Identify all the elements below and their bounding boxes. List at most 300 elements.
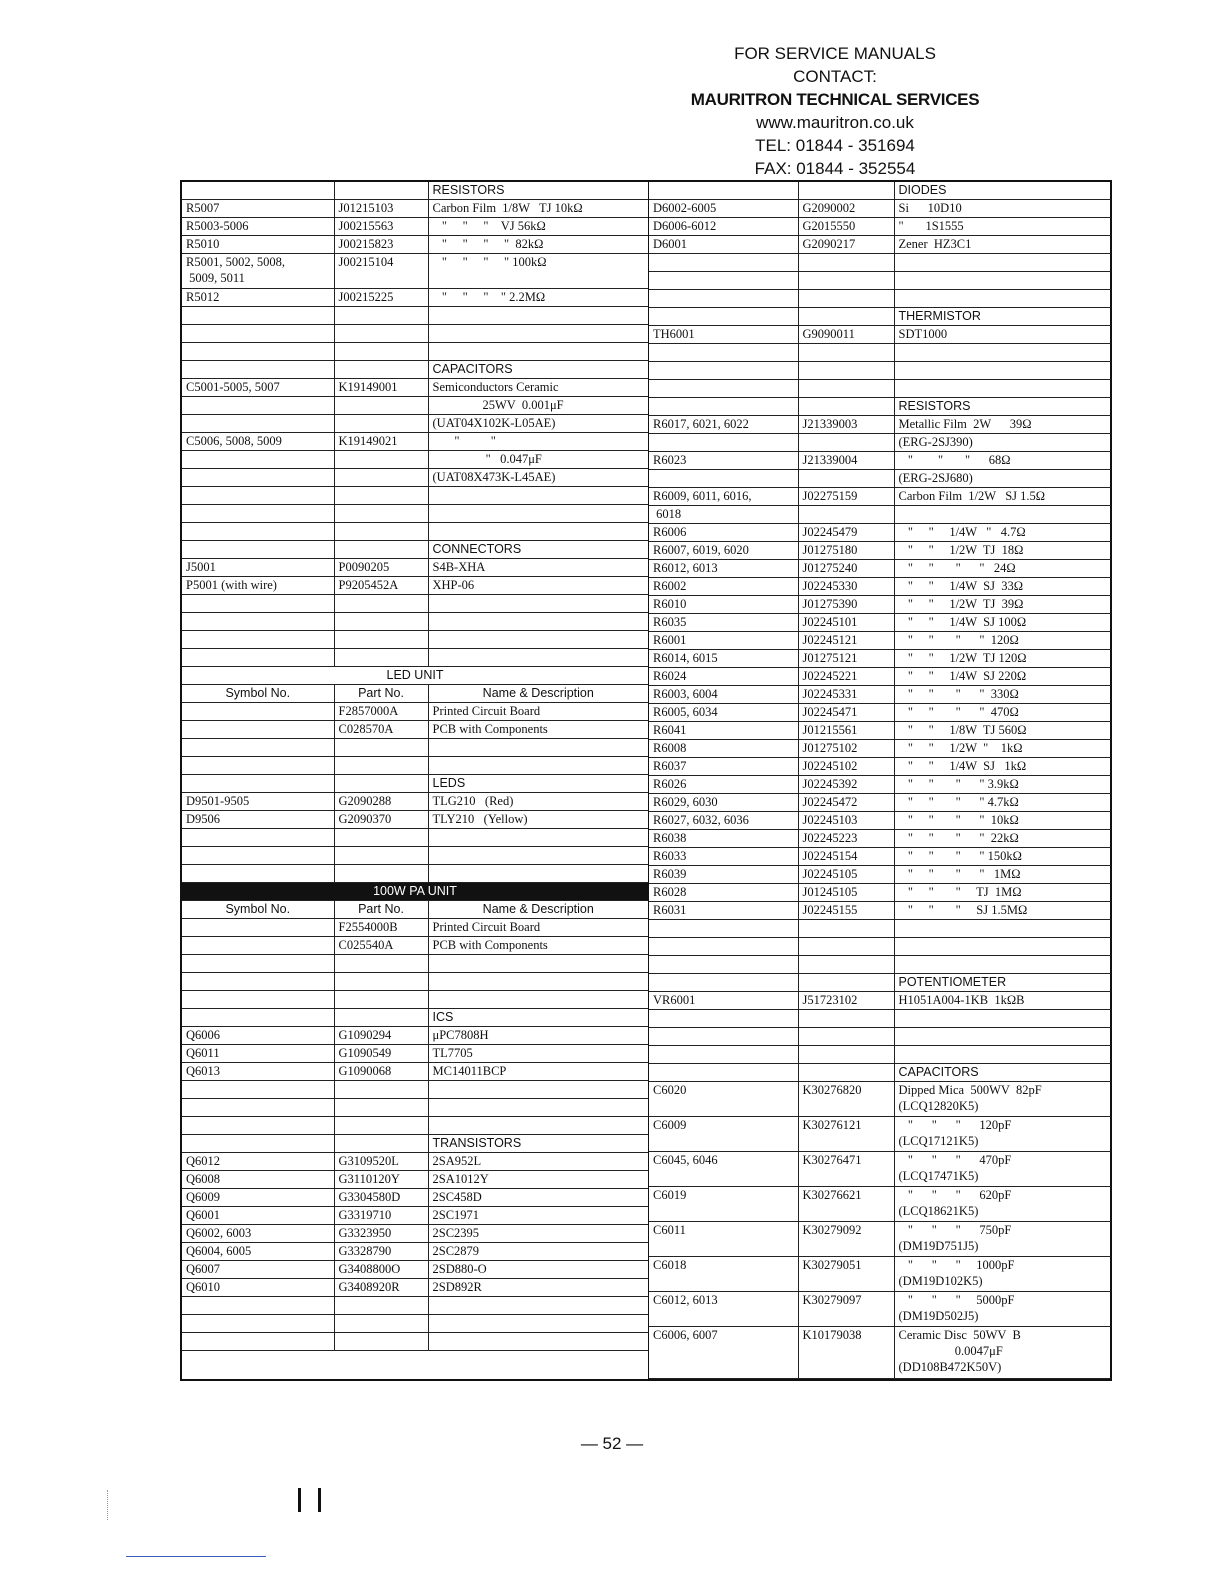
symbol-cell: D6001: [649, 236, 798, 254]
parts-row: [182, 415, 648, 433]
parts-row: [649, 848, 1111, 866]
parts-row: [182, 1189, 648, 1207]
symbol-cell: R5010: [182, 236, 334, 254]
description-cell: 2SA952L: [428, 1153, 648, 1171]
part-no-cell: [334, 739, 428, 757]
part-no-cell: J02245154: [798, 848, 894, 866]
part-no-cell: [798, 506, 894, 524]
part-no-cell: G3408800O: [334, 1261, 428, 1279]
parts-row: [182, 919, 648, 937]
part-no-cell: [334, 757, 428, 775]
symbol-cell: [649, 956, 798, 974]
symbol-cell: R6037: [649, 758, 798, 776]
parts-row: [182, 1117, 648, 1135]
part-no-cell: K30279051: [798, 1257, 894, 1292]
description-cell: Carbon Film 1/2W SJ 1.5Ω: [894, 488, 1111, 506]
right-parts-table: [649, 182, 1111, 1379]
part-no-cell: [334, 325, 428, 343]
description-cell: [894, 506, 1111, 524]
part-no-cell: F2554000B: [334, 919, 428, 937]
part-no-cell: J01245105: [798, 884, 894, 902]
part-no-cell: [798, 956, 894, 974]
parts-row: [649, 380, 1111, 398]
description-cell: " 0.047μF: [428, 451, 648, 469]
symbol-cell: [182, 1081, 334, 1099]
description-cell: [894, 1010, 1111, 1028]
symbol-cell: [649, 1064, 798, 1082]
description-cell: [894, 344, 1111, 362]
description-cell: [428, 865, 648, 883]
parts-row: [182, 343, 648, 361]
description-cell: " " 1/2W TJ 39Ω: [894, 596, 1111, 614]
part-no-cell: [798, 470, 894, 488]
symbol-cell: R6038: [649, 830, 798, 848]
part-no-cell: [334, 523, 428, 541]
symbol-cell: [182, 721, 334, 739]
description-cell: [428, 1297, 648, 1315]
description-cell: " " " " 24Ω: [894, 560, 1111, 578]
description-cell: " " " " 120Ω: [894, 632, 1111, 650]
part-no-cell: G2090288: [334, 793, 428, 811]
parts-row: [649, 1327, 1111, 1379]
parts-row: [182, 1099, 648, 1117]
part-no-cell: [334, 1135, 428, 1153]
part-no-cell: J02245392: [798, 776, 894, 794]
parts-row: [649, 704, 1111, 722]
parts-row: [182, 757, 648, 775]
symbol-cell: [182, 1333, 334, 1351]
parts-row: [182, 577, 648, 595]
symbol-cell: Q6002, 6003: [182, 1225, 334, 1243]
part-no-cell: [798, 254, 894, 272]
company-name: MAURITRON TECHNICAL SERVICES: [690, 90, 980, 109]
symbol-cell: [182, 739, 334, 757]
description-cell: [894, 380, 1111, 398]
parts-row: [649, 722, 1111, 740]
symbol-cell: Q6008: [182, 1171, 334, 1189]
parts-row: [649, 362, 1111, 380]
parts-row: [182, 1297, 648, 1315]
description-cell: [894, 290, 1111, 308]
description-cell: [428, 1117, 648, 1135]
parts-row: [182, 541, 648, 559]
symbol-cell: VR6001: [649, 992, 798, 1010]
symbol-cell: R6031: [649, 902, 798, 920]
description-cell: Printed Circuit Board: [428, 919, 648, 937]
part-no-cell: [334, 595, 428, 613]
description-cell: [428, 1333, 648, 1351]
parts-row: [649, 650, 1111, 668]
description-cell: [894, 1046, 1111, 1064]
description-cell: [428, 739, 648, 757]
description-cell: 2SC458D: [428, 1189, 648, 1207]
parts-row: [649, 1152, 1111, 1187]
description-cell: Semiconductors Ceramic: [428, 379, 648, 397]
section-heading: THERMISTOR: [894, 308, 1111, 326]
parts-row: [182, 991, 648, 1009]
part-no-cell: [798, 974, 894, 992]
description-cell: 25WV 0.001μF: [428, 397, 648, 415]
symbol-cell: C5001-5005, 5007: [182, 379, 334, 397]
part-no-cell: [798, 344, 894, 362]
part-no-cell: [798, 1046, 894, 1064]
parts-row: [182, 973, 648, 991]
parts-row: [182, 397, 648, 415]
parts-row: [649, 254, 1111, 272]
symbol-cell: C6011: [649, 1222, 798, 1257]
part-no-cell: G3323950: [334, 1225, 428, 1243]
symbol-cell: [182, 523, 334, 541]
symbol-cell: [182, 487, 334, 505]
symbol-cell: [182, 703, 334, 721]
description-cell: [428, 847, 648, 865]
symbol-cell: C6009: [649, 1117, 798, 1152]
parts-row: [649, 632, 1111, 650]
part-no-cell: J02245471: [798, 704, 894, 722]
part-no-cell: [334, 415, 428, 433]
symbol-cell: [649, 470, 798, 488]
parts-row: [182, 703, 648, 721]
column-header: Symbol No.: [182, 685, 334, 703]
description-cell: " " 1/4W SJ 33Ω: [894, 578, 1111, 596]
unit-header-black: 100W PA UNIT: [182, 883, 648, 901]
part-no-cell: K19149001: [334, 379, 428, 397]
description-cell: " " " " 3.9kΩ: [894, 776, 1111, 794]
part-no-cell: J02245155: [798, 902, 894, 920]
symbol-cell: R6006: [649, 524, 798, 542]
parts-row: [649, 902, 1111, 920]
part-no-cell: G2090370: [334, 811, 428, 829]
description-cell: μPC7808H: [428, 1027, 648, 1045]
symbol-cell: C6006, 6007: [649, 1327, 798, 1379]
parts-row: [649, 416, 1111, 434]
parts-row: [182, 793, 648, 811]
description-cell: [428, 325, 648, 343]
parts-row: [182, 1171, 648, 1189]
part-no-cell: [798, 290, 894, 308]
part-no-cell: [334, 182, 428, 200]
symbol-cell: R5001, 5002, 5008, 5009, 5011: [182, 254, 334, 289]
symbol-cell: [182, 955, 334, 973]
part-no-cell: G9090011: [798, 326, 894, 344]
part-no-cell: [798, 380, 894, 398]
symbol-cell: [182, 649, 334, 667]
telephone: TEL: 01844 - 351694: [755, 136, 915, 155]
description-cell: Ceramic Disc 50WV B 0.0047μF (DD108B472K50V): [894, 1327, 1111, 1379]
description-cell: [428, 487, 648, 505]
part-no-cell: G1090549: [334, 1045, 428, 1063]
parts-row: [182, 1135, 648, 1153]
parts-row: [649, 434, 1111, 452]
parts-row: [182, 811, 648, 829]
part-no-cell: J02245103: [798, 812, 894, 830]
parts-row: [649, 686, 1111, 704]
parts-row: [649, 326, 1111, 344]
symbol-cell: [182, 397, 334, 415]
parts-row: [182, 883, 648, 901]
part-no-cell: [334, 397, 428, 415]
parts-row: [649, 398, 1111, 416]
description-cell: H1051A004-1KB 1kΩB: [894, 992, 1111, 1010]
symbol-cell: J5001: [182, 559, 334, 577]
description-cell: [894, 920, 1111, 938]
parts-list-grid: [180, 180, 1112, 1381]
symbol-cell: [649, 308, 798, 326]
parts-row: [182, 254, 648, 289]
description-cell: [428, 649, 648, 667]
symbol-cell: 6018: [649, 506, 798, 524]
parts-row: [182, 631, 648, 649]
symbol-cell: R6039: [649, 866, 798, 884]
part-no-cell: [334, 973, 428, 991]
symbol-cell: R6008: [649, 740, 798, 758]
parts-row: [649, 884, 1111, 902]
symbol-cell: Q6004, 6005: [182, 1243, 334, 1261]
column-header: Symbol No.: [182, 901, 334, 919]
parts-row: [649, 1010, 1111, 1028]
mark-bar: [318, 1488, 321, 1512]
parts-row: [182, 200, 648, 218]
page-number: — 52 —: [580, 1434, 644, 1453]
section-heading: LEDS: [428, 775, 648, 793]
part-no-cell: [798, 1064, 894, 1082]
symbol-cell: R6017, 6021, 6022: [649, 416, 798, 434]
part-no-cell: K30276121: [798, 1117, 894, 1152]
part-no-cell: K30276820: [798, 1082, 894, 1117]
parts-row: [649, 812, 1111, 830]
parts-row: [649, 740, 1111, 758]
part-no-cell: G3109520L: [334, 1153, 428, 1171]
symbol-cell: [182, 541, 334, 559]
part-no-cell: [334, 847, 428, 865]
symbol-cell: [182, 775, 334, 793]
symbol-cell: [182, 361, 334, 379]
part-no-cell: G2090217: [798, 236, 894, 254]
parts-row: [182, 649, 648, 667]
part-no-cell: G1090068: [334, 1063, 428, 1081]
description-cell: [428, 523, 648, 541]
part-no-cell: G2090002: [798, 200, 894, 218]
symbol-cell: Q6010: [182, 1279, 334, 1297]
part-no-cell: [334, 1333, 428, 1351]
part-no-cell: [798, 182, 894, 200]
part-no-cell: J01215103: [334, 200, 428, 218]
website: www.mauritron.co.uk: [756, 113, 914, 132]
description-cell: " " " " 82kΩ: [428, 236, 648, 254]
symbol-cell: R5007: [182, 200, 334, 218]
parts-row: [649, 776, 1111, 794]
parts-row: [649, 866, 1111, 884]
part-no-cell: [798, 920, 894, 938]
parts-row: [649, 758, 1111, 776]
part-no-cell: J00215104: [334, 254, 428, 289]
symbol-cell: [182, 973, 334, 991]
part-no-cell: [334, 541, 428, 559]
parts-row: [182, 739, 648, 757]
part-no-cell: [798, 434, 894, 452]
parts-row: [182, 559, 648, 577]
symbol-cell: [649, 1028, 798, 1046]
description-cell: [894, 938, 1111, 956]
description-cell: 2SC2395: [428, 1225, 648, 1243]
parts-row: [182, 1153, 648, 1171]
symbol-cell: [182, 1297, 334, 1315]
description-cell: " " 1/2W " 1kΩ: [894, 740, 1111, 758]
description-cell: " " 1/4W SJ 220Ω: [894, 668, 1111, 686]
part-no-cell: P9205452A: [334, 577, 428, 595]
column-header: Part No.: [334, 901, 428, 919]
parts-row: [182, 901, 648, 919]
symbol-cell: R6033: [649, 848, 798, 866]
parts-row: [182, 1009, 648, 1027]
parts-row: [182, 775, 648, 793]
description-cell: " " " " 470Ω: [894, 704, 1111, 722]
parts-row: [182, 1207, 648, 1225]
description-cell: [894, 254, 1111, 272]
parts-list-right: [649, 182, 1111, 1379]
symbol-cell: [649, 362, 798, 380]
parts-row: [649, 938, 1111, 956]
description-cell: " " " " 1MΩ: [894, 866, 1111, 884]
part-no-cell: K30276471: [798, 1152, 894, 1187]
description-cell: [428, 955, 648, 973]
description-cell: MC14011BCP: [428, 1063, 648, 1081]
description-cell: (ERG-2SJ680): [894, 470, 1111, 488]
description-cell: " " 1/8W TJ 560Ω: [894, 722, 1111, 740]
part-no-cell: [798, 938, 894, 956]
parts-row: [182, 1279, 648, 1297]
description-cell: [428, 991, 648, 1009]
part-no-cell: [334, 1099, 428, 1117]
parts-row: [649, 200, 1111, 218]
parts-row: [182, 955, 648, 973]
parts-row: [182, 523, 648, 541]
description-cell: Dipped Mica 500WV 82pF (LCQ12820K5): [894, 1082, 1111, 1117]
description-cell: " " " VJ 56kΩ: [428, 218, 648, 236]
section-heading: ICS: [428, 1009, 648, 1027]
section-heading: RESISTORS: [428, 182, 648, 200]
symbol-cell: [182, 307, 334, 325]
part-no-cell: G3304580D: [334, 1189, 428, 1207]
part-no-cell: [334, 955, 428, 973]
symbol-cell: D9501-9505: [182, 793, 334, 811]
symbol-cell: R6009, 6011, 6016,: [649, 488, 798, 506]
symbol-cell: [649, 380, 798, 398]
description-cell: " " 1/2W TJ 120Ω: [894, 650, 1111, 668]
parts-row: [182, 505, 648, 523]
part-no-cell: [334, 469, 428, 487]
symbol-cell: [182, 182, 334, 200]
part-no-cell: [334, 865, 428, 883]
description-cell: Carbon Film 1/8W TJ 10kΩ: [428, 200, 648, 218]
part-no-cell: [798, 362, 894, 380]
description-cell: [894, 362, 1111, 380]
description-cell: " " " " 150kΩ: [894, 848, 1111, 866]
symbol-cell: [649, 398, 798, 416]
parts-row: [649, 236, 1111, 254]
part-no-cell: J51723102: [798, 992, 894, 1010]
part-no-cell: G3328790: [334, 1243, 428, 1261]
part-no-cell: [334, 649, 428, 667]
part-no-cell: [334, 991, 428, 1009]
description-cell: " " " " 4.7kΩ: [894, 794, 1111, 812]
symbol-cell: R6028: [649, 884, 798, 902]
part-no-cell: K30279097: [798, 1292, 894, 1327]
part-no-cell: J01275390: [798, 596, 894, 614]
part-no-cell: C025540A: [334, 937, 428, 955]
symbol-cell: [182, 847, 334, 865]
header-line2: CONTACT:: [793, 67, 877, 86]
symbol-cell: R6001: [649, 632, 798, 650]
parts-row: [182, 361, 648, 379]
part-no-cell: J02245331: [798, 686, 894, 704]
parts-row: [649, 1117, 1111, 1152]
parts-row: [182, 1225, 648, 1243]
description-cell: [428, 1099, 648, 1117]
description-cell: XHP-06: [428, 577, 648, 595]
parts-row: [649, 974, 1111, 992]
symbol-cell: R6010: [649, 596, 798, 614]
part-no-cell: [334, 505, 428, 523]
description-cell: 2SC1971: [428, 1207, 648, 1225]
part-no-cell: [334, 1117, 428, 1135]
symbol-cell: [182, 1099, 334, 1117]
symbol-cell: Q6006: [182, 1027, 334, 1045]
description-cell: " 1S1555: [894, 218, 1111, 236]
parts-row: [649, 830, 1111, 848]
parts-row: [182, 289, 648, 307]
parts-row: [182, 721, 648, 739]
symbol-cell: [182, 505, 334, 523]
symbol-cell: P5001 (with wire): [182, 577, 334, 595]
description-cell: " " " " 330Ω: [894, 686, 1111, 704]
symbol-cell: TH6001: [649, 326, 798, 344]
symbol-cell: D9506: [182, 811, 334, 829]
parts-row: [182, 1333, 648, 1351]
header-line1: FOR SERVICE MANUALS: [734, 44, 936, 63]
parts-row: [649, 344, 1111, 362]
description-cell: " " " " 2.2MΩ: [428, 289, 648, 307]
parts-row: [649, 578, 1111, 596]
symbol-cell: [182, 1315, 334, 1333]
parts-row: [182, 1081, 648, 1099]
symbol-cell: R6026: [649, 776, 798, 794]
blue-rule: [126, 1556, 266, 1557]
parts-row: [182, 1315, 648, 1333]
description-cell: (ERG-2SJ390): [894, 434, 1111, 452]
symbol-cell: [649, 254, 798, 272]
parts-row: [182, 1027, 648, 1045]
description-cell: Printed Circuit Board: [428, 703, 648, 721]
description-cell: " " " 120pF (LCQ17121K5): [894, 1117, 1111, 1152]
parts-row: [182, 307, 648, 325]
symbol-cell: [182, 937, 334, 955]
column-header: Part No.: [334, 685, 428, 703]
description-cell: " " " TJ 1MΩ: [894, 884, 1111, 902]
symbol-cell: [182, 631, 334, 649]
parts-row: [182, 379, 648, 397]
fax: FAX: 01844 - 352554: [754, 159, 916, 178]
description-cell: [428, 757, 648, 775]
part-no-cell: J01215561: [798, 722, 894, 740]
part-no-cell: P0090205: [334, 559, 428, 577]
description-cell: " " " 68Ω: [894, 452, 1111, 470]
symbol-cell: R6007, 6019, 6020: [649, 542, 798, 560]
description-cell: Zener HZ3C1: [894, 236, 1111, 254]
description-cell: [428, 307, 648, 325]
symbol-cell: [649, 344, 798, 362]
part-no-cell: J00215563: [334, 218, 428, 236]
